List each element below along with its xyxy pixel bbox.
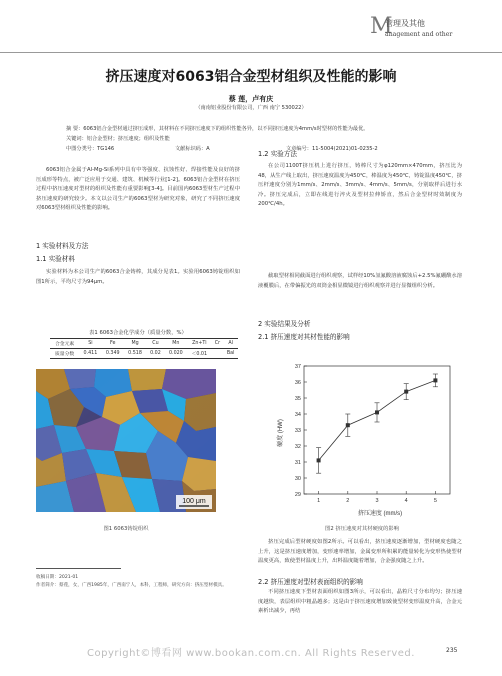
chart-y-tick-label: 36 bbox=[294, 380, 301, 386]
section-2-2-text: 不同挤压速度下型材表面组织如图3所示，可以看出，晶粒尺寸分布均匀；挤压速度越快，表层组织中粗晶越多；这是由于挤压速度增加致使型材变形温度升高，合金元素析出减少，再结 bbox=[258, 589, 462, 615]
chart-y-tick-label: 32 bbox=[294, 444, 301, 450]
chart-data-point bbox=[375, 410, 379, 414]
figure-1-caption: 图1 6063铸锭组织 bbox=[103, 526, 149, 532]
footnote-rule bbox=[36, 568, 121, 569]
chart-axes bbox=[295, 364, 450, 504]
section-2-1-text: 挤压完成后型材硬度如图2所示。可以看出，挤压速度逐渐增加，型材硬度也随之上升，这是挤压速度增加，变形速率增加，金属变形所积累的能量转化为变形热使型材温度更高，致使型材温度上升，出料温度随着增加，合金强度随之上升。 bbox=[258, 539, 462, 565]
section-1-2-text: 在公司1100T挤压机上进行挤压，铸棒尺寸为φ120mm×470mm，挤压比为48，从生产线上取出，挤压速度温度为450℃，棒温度为450℃，铸锭温度450℃，挤压杆速度分别为1mm/s、2mm/s、3mm/s、4mm/s、5mm/s，分别取样后进行水冷。挤压完成后，立即在线进行淬火及型材拉伸矫直，然后合金型材时效制度为200℃/4h。 bbox=[258, 163, 462, 208]
chart-data-point bbox=[433, 378, 437, 382]
section-1-1-heading: 1.1 实验材料 bbox=[36, 255, 75, 263]
table-header-cell: Mn bbox=[165, 339, 187, 349]
table-cell: 质量分数 bbox=[50, 349, 79, 359]
section-1-heading: 1 实验材料及方法 bbox=[36, 242, 89, 250]
chart-y-tick-label: 31 bbox=[294, 460, 301, 466]
chart-x-tick-label: 4 bbox=[404, 498, 408, 504]
table-header-cell: Zn+Ti bbox=[187, 339, 212, 349]
chart-data-point bbox=[404, 390, 408, 394]
table-cell: 0.020 bbox=[165, 349, 187, 359]
table-header-cell: Si bbox=[79, 339, 101, 349]
footnote-received: 收稿日期：2021-01 bbox=[36, 575, 79, 580]
intro-paragraph: 6063铝合金属于Al-Mg-Si系列中具有中等强度、抗蚀性好、焊接性能及良好的挤压成形等特点，被广泛应用于交通、建筑、机械等行业[1-2]。6063铝合金型材在挤压过程中挤压速度对型材的组织及性能有重要影响[3-4]。目前国内6063型材生产过程中挤压速度的研究较少。本文以公司生产的6063型材为研究对象，研究了不同挤压速度对6063型材组织及性能的影响。 bbox=[36, 167, 240, 212]
table-cell: 0.02 bbox=[146, 349, 165, 359]
chart-frame bbox=[304, 366, 450, 494]
chart-y-tick-label: 29 bbox=[294, 492, 301, 498]
chart-y-axis-label: 硬度 (HW) bbox=[278, 419, 284, 447]
chart-marks bbox=[316, 374, 438, 473]
chart-y-tick-label: 37 bbox=[294, 364, 301, 370]
table-1-caption: 表1 6063合金化学成分（质量分数，%） bbox=[89, 330, 187, 336]
table-cell: 0.518 bbox=[124, 349, 146, 359]
table-header-cell: Al bbox=[223, 339, 238, 349]
section-2-2-heading: 2.2 挤压速度对型材表面组织的影响 bbox=[258, 578, 363, 586]
chart-x-tick-label: 2 bbox=[346, 498, 350, 504]
header-rule bbox=[0, 52, 502, 53]
section-2-heading: 2 实验结果及分析 bbox=[258, 320, 311, 328]
table-cell bbox=[212, 349, 224, 359]
chart-data-point bbox=[346, 423, 350, 427]
keywords: 关键词：铝合金型材；挤压速度；组织及性能 bbox=[66, 136, 170, 142]
table-row bbox=[50, 349, 238, 359]
table-cell: 0.411 bbox=[79, 349, 101, 359]
table-cell: Bal bbox=[223, 349, 238, 359]
table-header-cell: Cr bbox=[212, 339, 224, 349]
chart-x-tick-label: 5 bbox=[433, 498, 437, 504]
figure-2-caption: 图2 挤压速度对其材硬度的影响 bbox=[325, 526, 399, 532]
footnote-author: 作者简介：蔡莲，女，广西1985年，广西南宁人，本科，工程师，研究方向：挤压型材模具。 bbox=[36, 583, 227, 588]
section-logo-letter: M bbox=[370, 14, 393, 39]
section-logo-cn: 管理及其他 bbox=[385, 19, 425, 28]
chart-y-tick-label: 34 bbox=[294, 412, 301, 418]
scale-bar-label: 100 μm bbox=[182, 498, 206, 505]
chart-y-tick-label: 30 bbox=[294, 476, 301, 482]
table-header-cell: Fe bbox=[102, 339, 124, 349]
section-2-1-heading: 2.1 挤压速度对其材性能的影响 bbox=[258, 333, 350, 341]
table-header-cell: 合金元素 bbox=[50, 339, 79, 349]
paper-title: 挤压速度对6063铝合金型材组织及性能的影响 bbox=[105, 69, 397, 85]
section-1-1-text: 实验材料为本公司生产的6063合金铸棒，其成分见表1。实验用6063铸锭组织如图1所示，平均尺寸为94μm。 bbox=[36, 269, 240, 285]
paper-authors: 蔡 莲，卢有庆 bbox=[228, 95, 274, 103]
chart-x-axis-label: 挤压速度 (mm/s) bbox=[357, 511, 403, 517]
page-number: 235 bbox=[446, 647, 458, 654]
paper-affiliation: （南南铝业股份有限公司，广西 南宁 530022） bbox=[195, 105, 307, 111]
article-number: 文章编号：11-5004(2021)01-0235-2 bbox=[286, 146, 378, 152]
classification-number: 中图分类号：TG146 bbox=[66, 146, 115, 152]
abstract: 摘 要：6063铝合金型材通过挤压成形，其材料在不同挤压速度下的组织性能各异，以不同挤压速度为4mm/s时型材的性能为最优。 bbox=[66, 126, 369, 132]
chart-y-tick-label: 33 bbox=[294, 428, 301, 434]
table-header-row bbox=[50, 339, 238, 349]
table-cell: 0.349 bbox=[102, 349, 124, 359]
microstructure-image bbox=[36, 369, 216, 512]
table-cell: ＜0.01 bbox=[187, 349, 212, 359]
document-code: 文献标识码：A bbox=[175, 146, 210, 152]
hardness-chart bbox=[262, 358, 462, 518]
chart-y-tick-label: 35 bbox=[294, 396, 301, 402]
table-header-cell: Mg bbox=[124, 339, 146, 349]
section-logo-en: anagement and other bbox=[385, 31, 453, 38]
section-1-2-text-2: 截取型材相同截面进行组织观察，试样经10%氢氟酸溶液腐蚀后+2.5%氟硼酸水溶液覆膜后，在带偏振光的双筒金相显微镜进行组织观察并进行显微组织分析。 bbox=[258, 273, 462, 289]
table-header-cell: Cu bbox=[146, 339, 165, 349]
composition-table bbox=[50, 338, 238, 359]
section-1-2-heading: 1.2 实验方法 bbox=[258, 150, 297, 158]
chart-data-point bbox=[317, 458, 321, 462]
copyright-watermark: Copyright©博看网 www.bookan.com.cn. All Rights Reserved. bbox=[87, 648, 415, 659]
chart-x-tick-label: 3 bbox=[375, 498, 379, 504]
chart-x-tick-label: 1 bbox=[317, 498, 321, 504]
